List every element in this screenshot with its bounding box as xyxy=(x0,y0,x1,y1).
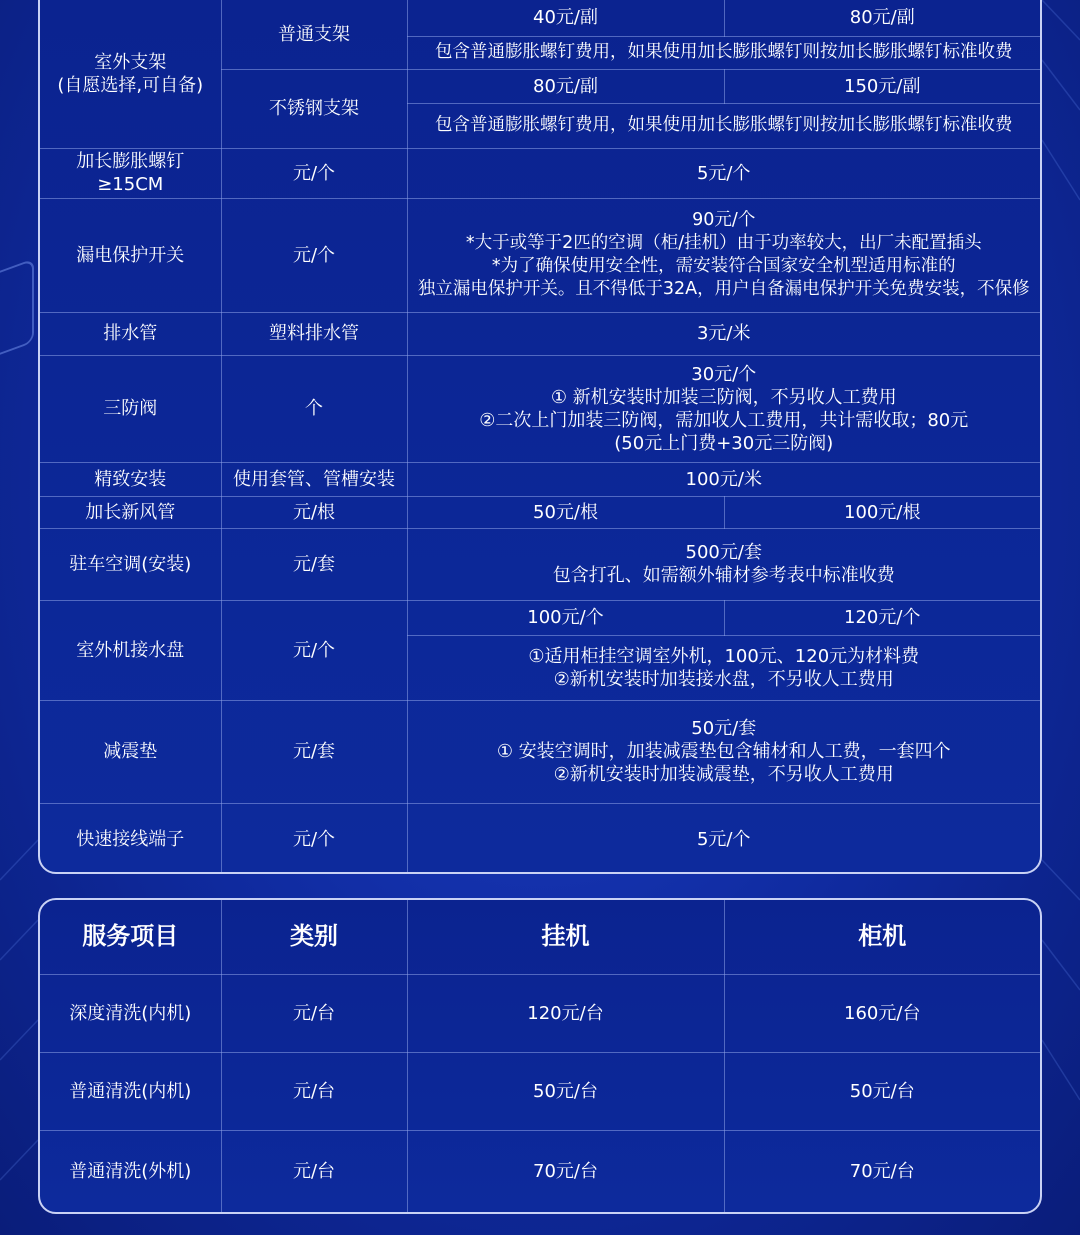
parking-ac-details: 500元/套 包含打孔、如需额外辅材参考表中标准收费 xyxy=(407,528,1040,600)
three-valve-label: 三防阀 xyxy=(40,355,221,462)
standard-bracket-wall-price: 40元/副 xyxy=(407,0,724,36)
table-row xyxy=(40,496,1040,528)
cleaning-wall-price: 120元/台 xyxy=(407,974,724,1052)
fine-install-type: 使用套管、管槽安装 xyxy=(221,462,407,496)
table-row xyxy=(40,148,1040,198)
long-bolt-price: 5元/个 xyxy=(407,148,1040,198)
cleaning-price-table xyxy=(40,900,1040,1212)
standard-bracket-type: 普通支架 xyxy=(221,0,407,69)
stainless-bracket-cabinet-price: 150元/副 xyxy=(724,69,1040,103)
standard-bracket-cabinet-price: 80元/副 xyxy=(724,0,1040,36)
drain-pipe-type: 塑料排水管 xyxy=(221,312,407,355)
accessory-price-table xyxy=(40,0,1040,874)
parking-ac-unit: 元/套 xyxy=(221,528,407,600)
fresh-air-pipe-unit: 元/根 xyxy=(221,496,407,528)
header-service-item: 服务项目 xyxy=(40,900,221,974)
leakage-switch-details: 90元/个 *大于或等于2匹的空调（柜/挂机）由于功率较大，出厂未配置插头 *为了确保使用安全性，需安装符合国家安全机型适用标准的 独立漏电保护开关。且不得低于32A，用户自备漏电保护开关免费安装，不保修 xyxy=(407,198,1040,312)
accessory-price-panel xyxy=(38,0,1042,874)
quick-terminal-price: 5元/个 xyxy=(407,803,1040,874)
drip-tray-details: ①适用柜挂空调室外机，100元、120元为材料费 ②新机安装时加装接水盘，不另收人工费用 xyxy=(407,635,1040,700)
table-header-row xyxy=(40,900,1040,974)
standard-bracket-note: 包含普通膨胀螺钉费用，如果使用加长膨胀螺钉则按加长膨胀螺钉标准收费 xyxy=(407,36,1040,69)
stainless-bracket-wall-price: 80元/副 xyxy=(407,69,724,103)
table-row xyxy=(40,0,1040,36)
drip-tray-label: 室外机接水盘 xyxy=(40,600,221,700)
leakage-switch-label: 漏电保护开关 xyxy=(40,198,221,312)
cleaning-wall-price: 70元/台 xyxy=(407,1130,724,1212)
header-wall-unit: 挂机 xyxy=(407,900,724,974)
fresh-air-pipe-label: 加长新风管 xyxy=(40,496,221,528)
three-valve-details: 30元/个 ① 新机安装时加装三防阀，不另收人工费用 ②二次上门加装三防阀，需加收人工费用，共计需收取；80元 (50元上门费+30元三防阀) xyxy=(407,355,1040,462)
fine-install-price: 100元/米 xyxy=(407,462,1040,496)
table-row xyxy=(40,700,1040,803)
cleaning-cabinet-price: 50元/台 xyxy=(724,1052,1040,1130)
cleaning-item: 深度清洗(内机) xyxy=(40,974,221,1052)
table-row xyxy=(40,462,1040,496)
header-category: 类别 xyxy=(221,900,407,974)
drip-tray-unit: 元/个 xyxy=(221,600,407,700)
table-row xyxy=(40,355,1040,462)
drain-pipe-label: 排水管 xyxy=(40,312,221,355)
fine-install-label: 精致安装 xyxy=(40,462,221,496)
table-row xyxy=(40,528,1040,600)
outdoor-bracket-label: 室外支架 (自愿选择,可自备) xyxy=(40,0,221,148)
drip-tray-wall-price: 100元/个 xyxy=(407,600,724,635)
shock-pad-unit: 元/套 xyxy=(221,700,407,803)
drain-pipe-price: 3元/米 xyxy=(407,312,1040,355)
parking-ac-label: 驻车空调(安装) xyxy=(40,528,221,600)
cleaning-cabinet-price: 160元/台 xyxy=(724,974,1040,1052)
cleaning-item: 普通清洗(外机) xyxy=(40,1130,221,1212)
table-row xyxy=(40,600,1040,635)
stainless-bracket-type: 不锈钢支架 xyxy=(221,69,407,148)
fresh-air-pipe-cabinet-price: 100元/根 xyxy=(724,496,1040,528)
quick-terminal-label: 快速接线端子 xyxy=(40,803,221,874)
drip-tray-cabinet-price: 120元/个 xyxy=(724,600,1040,635)
table-row xyxy=(40,974,1040,1052)
quick-terminal-unit: 元/个 xyxy=(221,803,407,874)
table-row xyxy=(40,803,1040,874)
cleaning-unit: 元/台 xyxy=(221,974,407,1052)
left-edge-decoration xyxy=(0,258,34,365)
three-valve-unit: 个 xyxy=(221,355,407,462)
table-row xyxy=(40,1130,1040,1212)
long-bolt-unit: 元/个 xyxy=(221,148,407,198)
table-row xyxy=(40,198,1040,312)
cleaning-cabinet-price: 70元/台 xyxy=(724,1130,1040,1212)
header-cabinet-unit: 柜机 xyxy=(724,900,1040,974)
cleaning-unit: 元/台 xyxy=(221,1130,407,1212)
table-row xyxy=(40,1052,1040,1130)
long-bolt-label: 加长膨胀螺钉 ≥15CM xyxy=(40,148,221,198)
cleaning-wall-price: 50元/台 xyxy=(407,1052,724,1130)
shock-pad-label: 减震垫 xyxy=(40,700,221,803)
table-row xyxy=(40,312,1040,355)
shock-pad-details: 50元/套 ① 安装空调时，加装减震垫包含辅材和人工费，一套四个 ②新机安装时加装减震垫，不另收人工费用 xyxy=(407,700,1040,803)
stainless-bracket-note: 包含普通膨胀螺钉费用，如果使用加长膨胀螺钉则按加长膨胀螺钉标准收费 xyxy=(407,103,1040,148)
leakage-switch-unit: 元/个 xyxy=(221,198,407,312)
cleaning-item: 普通清洗(内机) xyxy=(40,1052,221,1130)
cleaning-price-panel xyxy=(38,898,1042,1214)
fresh-air-pipe-wall-price: 50元/根 xyxy=(407,496,724,528)
cleaning-unit: 元/台 xyxy=(221,1052,407,1130)
